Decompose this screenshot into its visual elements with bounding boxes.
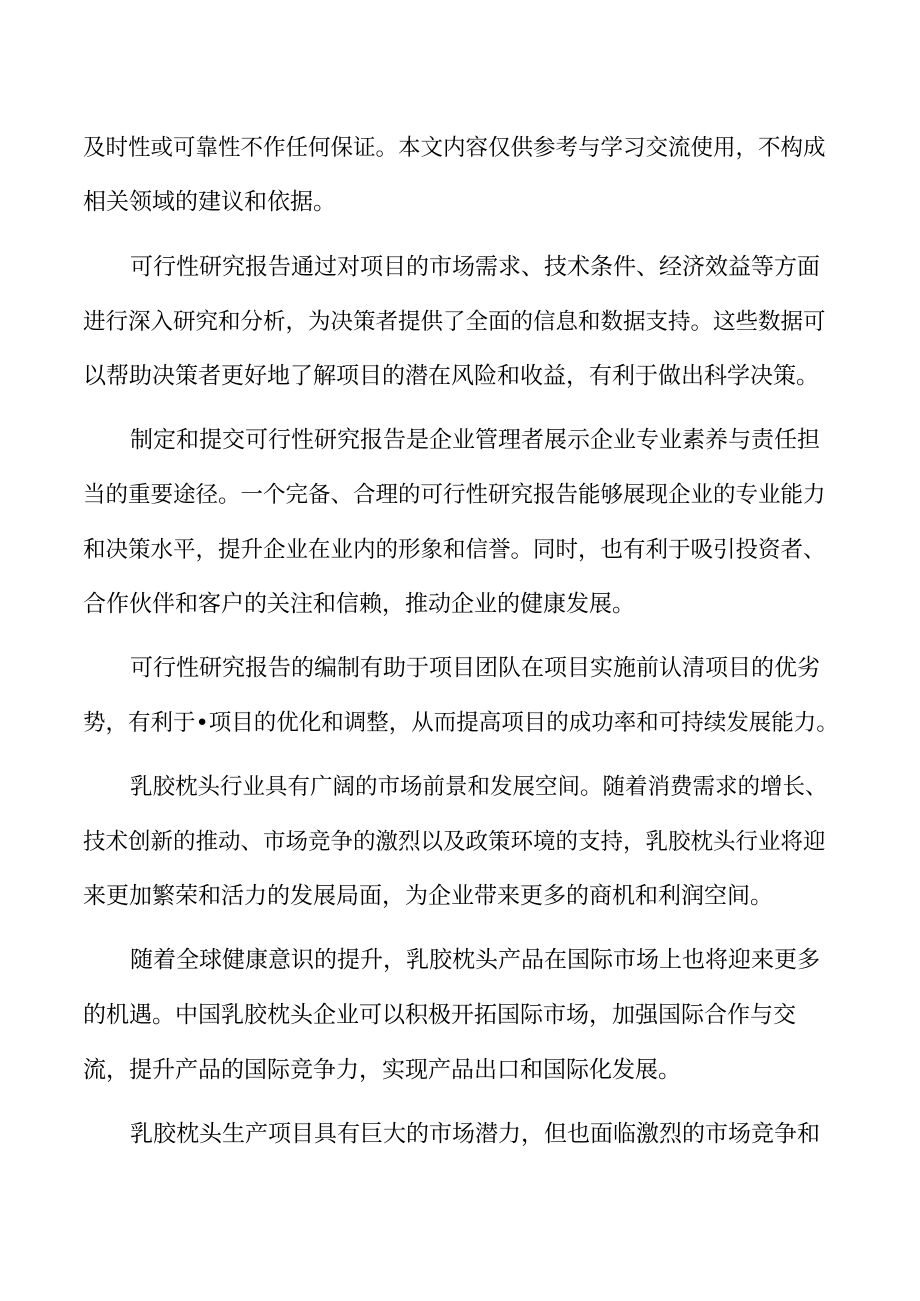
text-line: 当的重要途径。一个完备、合理的可行性研究报告能够展现企业的专业能力 (83, 482, 826, 508)
text-line: 可行性研究报告的编制有助于项目团队在项目实施前认清项目的优劣 (130, 655, 820, 681)
text-line: 以帮助决策者更好地了解项目的潜在风险和收益，有利于做出科学决策。 (83, 363, 819, 389)
text-line: 可行性研究报告通过对项目的市场需求、技术条件、经济效益等方面 (130, 254, 820, 280)
text-line: 进行深入研究和分析，为决策者提供了全面的信息和数据支持。这些数据可 (83, 309, 826, 335)
text-line: 制定和提交可行性研究报告是企业管理者展示企业专业素养与责任担 (130, 427, 820, 453)
text-line: 势，有利于•项目的优化和调整，从而提高项目的成功率和可持续发展能力。 (83, 710, 839, 736)
text-line: 合作伙伴和客户的关注和信赖，推动企业的健康发展。 (83, 591, 635, 617)
text-line: 及时性或可靠性不作任何保证。本文内容仅供参考与学习交流使用，不构成 (83, 135, 826, 161)
text-line: 相关领域的建议和依据。 (83, 189, 336, 215)
text-line: 随着全球健康意识的提升，乳胶枕头产品在国际市场上也将迎来更多 (130, 947, 820, 973)
text-line: 和决策水平，提升企业在业内的形象和信誉。同时，也有利于吸引投资者、 (83, 537, 826, 563)
text-line: 流，提升产品的国际竞争力，实现产品出口和国际化发展。 (83, 1057, 681, 1083)
text-line: 技术创新的推动、市场竞争的激烈以及政策环境的支持，乳胶枕头行业将迎 (83, 829, 826, 855)
text-line: 的机遇。中国乳胶枕头企业可以积极开拓国际市场，加强国际合作与交 (83, 1002, 796, 1028)
text-line: 来更加繁荣和活力的发展局面，为企业带来更多的商机和利润空间。 (83, 883, 773, 909)
text-line: 乳胶枕头生产项目具有巨大的市场潜力，但也面临激烈的市场竞争和 (130, 1121, 820, 1147)
text-line: 乳胶枕头行业具有广阔的市场前景和发展空间。随着消费需求的增长、 (130, 774, 828, 800)
